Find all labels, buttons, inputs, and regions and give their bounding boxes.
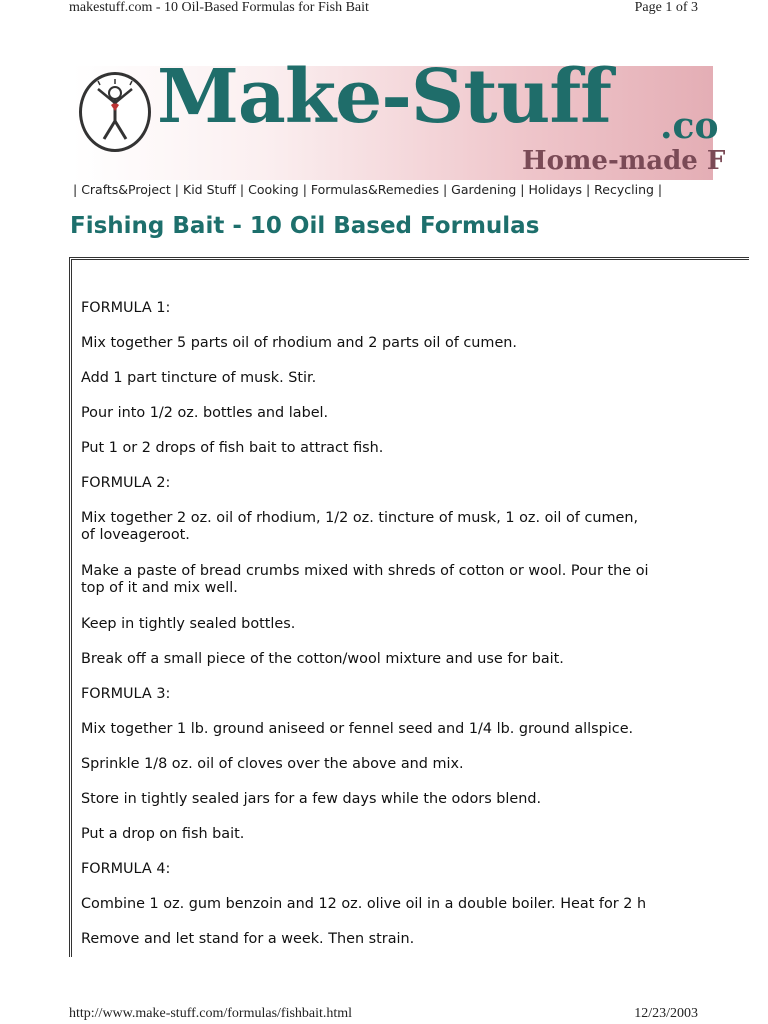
text-line: Mix together 5 parts oil of rhodium and 2 parts oil of cumen. [81, 335, 517, 351]
instruction-paragraph [81, 826, 244, 843]
text-line: Make a paste of bread crumbs mixed with shreds of cotton or wool. Pour the oi [81, 563, 649, 579]
nav-separator: | [439, 182, 452, 197]
nav-link[interactable]: Recycling [594, 182, 654, 197]
text-line: Mix together 1 lb. ground aniseed or fennel seed and 1/4 lb. ground allspice. [81, 721, 634, 737]
instruction-paragraph [81, 370, 316, 387]
text-line: FORMULA 1: [81, 300, 171, 316]
nav-link[interactable]: Crafts&Project [81, 182, 171, 197]
nav-link[interactable]: Holidays [528, 182, 582, 197]
print-header-page: Page 1 of 3 [634, 0, 698, 15]
instruction-paragraph [81, 616, 295, 633]
nav-separator: | [235, 182, 249, 197]
text-line: Mix together 2 oz. oil of rhodium, 1/2 oz. tincture of musk, 1 oz. oil of cumen, [81, 510, 639, 526]
text-line: Keep in tightly sealed bottles. [81, 616, 296, 632]
formula-heading [81, 300, 170, 317]
brand-tagline: Home-made F [522, 146, 726, 176]
print-footer-url: http://www.make-stuff.com/formulas/fishbait.html [69, 1006, 353, 1021]
content-frame [69, 257, 749, 957]
text-line: Put a drop on fish bait. [81, 826, 245, 842]
instruction-paragraph [81, 563, 649, 597]
text-line: Sprinkle 1/8 oz. oil of cloves over the above and mix. [81, 756, 464, 772]
instruction-paragraph [81, 896, 646, 913]
nav-link[interactable]: Formulas&Remedies [310, 182, 439, 197]
nav-separator: | [516, 182, 529, 197]
site-nav [73, 182, 662, 197]
nav-separator: | [582, 182, 595, 197]
print-footer [69, 1006, 698, 1024]
nav-separator: | [170, 182, 183, 197]
nav-link[interactable]: Gardening [451, 182, 517, 197]
nav-separator: | [298, 182, 311, 197]
text-line: Remove and let stand for a week. Then strain. [81, 931, 415, 947]
site-logo[interactable] [79, 72, 151, 152]
nav-link[interactable]: Cooking [248, 182, 299, 197]
text-line: FORMULA 2: [81, 475, 171, 491]
instruction-paragraph [81, 440, 383, 457]
print-footer-date: 12/23/2003 [634, 1006, 698, 1021]
formula-heading [81, 475, 170, 492]
instruction-paragraph [81, 756, 464, 773]
person-icon [82, 75, 148, 149]
instruction-paragraph [81, 510, 638, 544]
text-line: Put 1 or 2 drops of fish bait to attract fish. [81, 440, 384, 456]
print-header-title: makestuff.com - 10 Oil-Based Formulas for Fish Bait [69, 0, 369, 15]
page-title: Fishing Bait - 10 Oil Based Formulas [70, 213, 540, 239]
instruction-paragraph [81, 931, 414, 948]
instruction-paragraph [81, 651, 564, 668]
instruction-paragraph [81, 791, 541, 808]
instruction-paragraph [81, 721, 633, 738]
nav-separator: | [653, 182, 663, 197]
text-line: Combine 1 oz. gum benzoin and 12 oz. olive oil in a double boiler. Heat for 2 h [81, 896, 647, 912]
text-line: Break off a small piece of the cotton/wool mixture and use for bait. [81, 651, 564, 667]
brand-wordmark: Make-Stuff [157, 54, 612, 140]
text-line: of loveageroot. [81, 527, 190, 543]
instruction-paragraph [81, 335, 517, 352]
instruction-paragraph [81, 405, 328, 422]
formula-heading [81, 686, 170, 703]
text-line: Add 1 part tincture of musk. Stir. [81, 370, 317, 386]
formula-heading [81, 861, 170, 878]
text-line: Pour into 1/2 oz. bottles and label. [81, 405, 329, 421]
text-line: FORMULA 4: [81, 861, 171, 877]
text-line: top of it and mix well. [81, 580, 238, 596]
text-line: FORMULA 3: [81, 686, 171, 702]
text-line: Store in tightly sealed jars for a few days while the odors blend. [81, 791, 542, 807]
brand-tld: .co [660, 105, 719, 147]
nav-separator: | [73, 182, 82, 197]
nav-link[interactable]: Kid Stuff [183, 182, 236, 197]
